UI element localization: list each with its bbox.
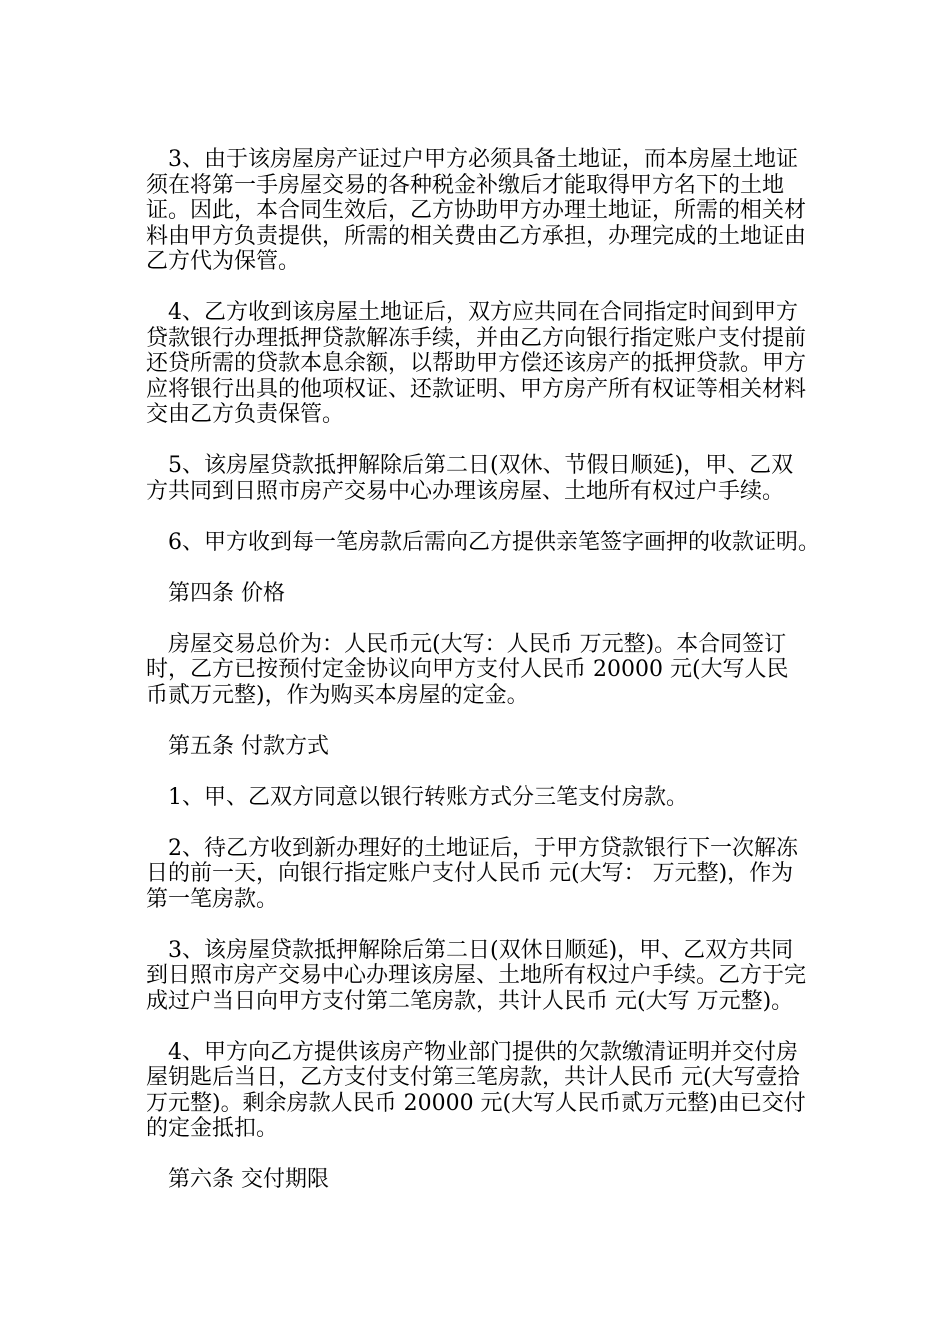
article-4-heading: 第四条 价格 xyxy=(168,580,285,606)
payment-item-4: 4、甲方向乙方提供该房产物业部门提供的欠款缴清证明并交付房屋钥匙后当日，乙方支付支付第三笔房款，共计人民币 元(大写壹拾万元整)。剩余房款人民币 20000 元(大写人民币贰万元整)由已交付的定金抵扣。 xyxy=(146,1039,806,1141)
clause-5-transfer-procedure: 5、该房屋贷款抵押解除后第二日(双休、节假日顺延)，甲、乙双方共同到日照市房产交易中心办理该房屋、土地所有权过户手续。 xyxy=(146,453,794,504)
clause-6-receipt: 6、甲方收到每一笔房款后需向乙方提供亲笔签字画押的收款证明。 xyxy=(168,529,820,555)
price-paragraph: 房屋交易总价为：人民币元(大写：人民币 万元整)。本合同签订时，乙方已按预付定金协议向甲方支付人民币 20000 元(大写人民币贰万元整)，作为购买本房屋的定金。 xyxy=(146,631,789,708)
clause-3-land-certificate: 3、由于该房屋房产证过户甲方必须具备土地证，而本房屋土地证须在将第一手房屋交易的各种税金补缴后才能取得甲方名下的土地证。因此，本合同生效后，乙方协助甲方办理土地证，所需的相关材料由甲方负责提供，所需的相关费由乙方承担，办理完成的土地证由乙方代为保管。 xyxy=(146,147,807,274)
document-body xyxy=(146,147,820,1218)
article-5-heading: 第五条 付款方式 xyxy=(168,733,329,759)
clause-4-loan-release: 4、乙方收到该房屋土地证后，双方应共同在合同指定时间到甲方贷款银行办理抵押贷款解冻手续，并由乙方向银行指定账户支付提前还贷所需的贷款本息余额，以帮助甲方偿还该房产的抵押贷款。甲方应将银行出具的他项权证、还款证明、甲方房产所有权证等相关材料交由乙方负责保管。 xyxy=(146,300,807,427)
article-6-heading: 第六条 交付期限 xyxy=(168,1167,329,1192)
payment-item-3: 3、该房屋贷款抵押解除后第二日(双休日顺延)，甲、乙双方共同到日照市房产交易中心办理该房屋、土地所有权过户手续。乙方于完成过户当日向甲方支付第二笔房款，共计人民币 元(大写 万元整)。 xyxy=(146,937,807,1014)
payment-item-1: 1、甲、乙双方同意以银行转账方式分三笔支付房款。 xyxy=(168,784,688,810)
payment-item-2: 2、待乙方收到新办理好的土地证后，于甲方贷款银行下一次解冻日的前一天，向银行指定账户支付人民币 元(大写： 万元整)，作为第一笔房款。 xyxy=(146,835,798,912)
